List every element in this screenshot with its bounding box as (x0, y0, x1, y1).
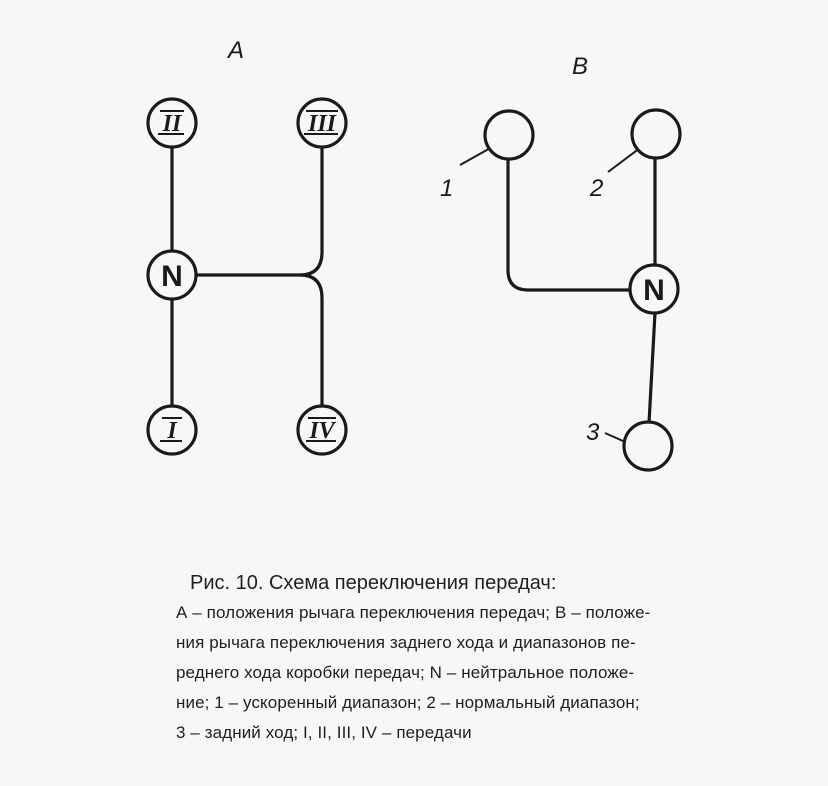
scheme-b-label: B (572, 53, 589, 80)
gear-ii-label: II (162, 111, 182, 137)
gear-iv-label: IV (309, 418, 335, 444)
caption-line: ния рычага переключения заднего хода и диапазонов пе- (176, 633, 636, 652)
shift-path-n-3 (649, 313, 655, 423)
neutral-b-position (630, 265, 678, 313)
neutral-a-label: N (161, 260, 183, 293)
caption-body (176, 598, 756, 748)
gear-iii-position (298, 99, 346, 147)
gear-iii-label: III (307, 111, 337, 137)
figure-caption (176, 568, 756, 748)
caption-line: реднего хода коробки передач; N – нейтральное положе- (176, 663, 635, 682)
shift-path-1-n (508, 158, 630, 290)
neutral-a-position (148, 251, 196, 299)
neutral-b-label: N (643, 274, 665, 307)
caption-line: ние; 1 – ускоренный диапазон; 2 – нормальный диапазон; (176, 693, 640, 712)
position-1 (485, 111, 533, 159)
shift-path-n-iv (196, 275, 322, 408)
position-3 (624, 422, 672, 470)
position-2-label: 2 (590, 175, 604, 202)
gear-i-position (148, 406, 196, 454)
gear-ii-position (148, 99, 196, 147)
gear-i-label: I (167, 418, 177, 444)
position-3-label: 3 (586, 419, 600, 446)
caption-title: Рис. 10. Схема переключения передач: (190, 572, 557, 594)
shift-path-n-iii (300, 148, 322, 275)
scheme-a-label: A (228, 37, 245, 64)
gear-iv-position (298, 406, 346, 454)
scheme-b (440, 53, 680, 470)
position-1-label: 1 (440, 175, 454, 202)
caption-line: 3 – задний ход; I, II, III, IV – передачи (176, 723, 472, 742)
position-2 (632, 110, 680, 158)
caption-line: А – положения рычага переключения передач; В – положе- (176, 603, 651, 622)
scheme-a (148, 37, 346, 454)
